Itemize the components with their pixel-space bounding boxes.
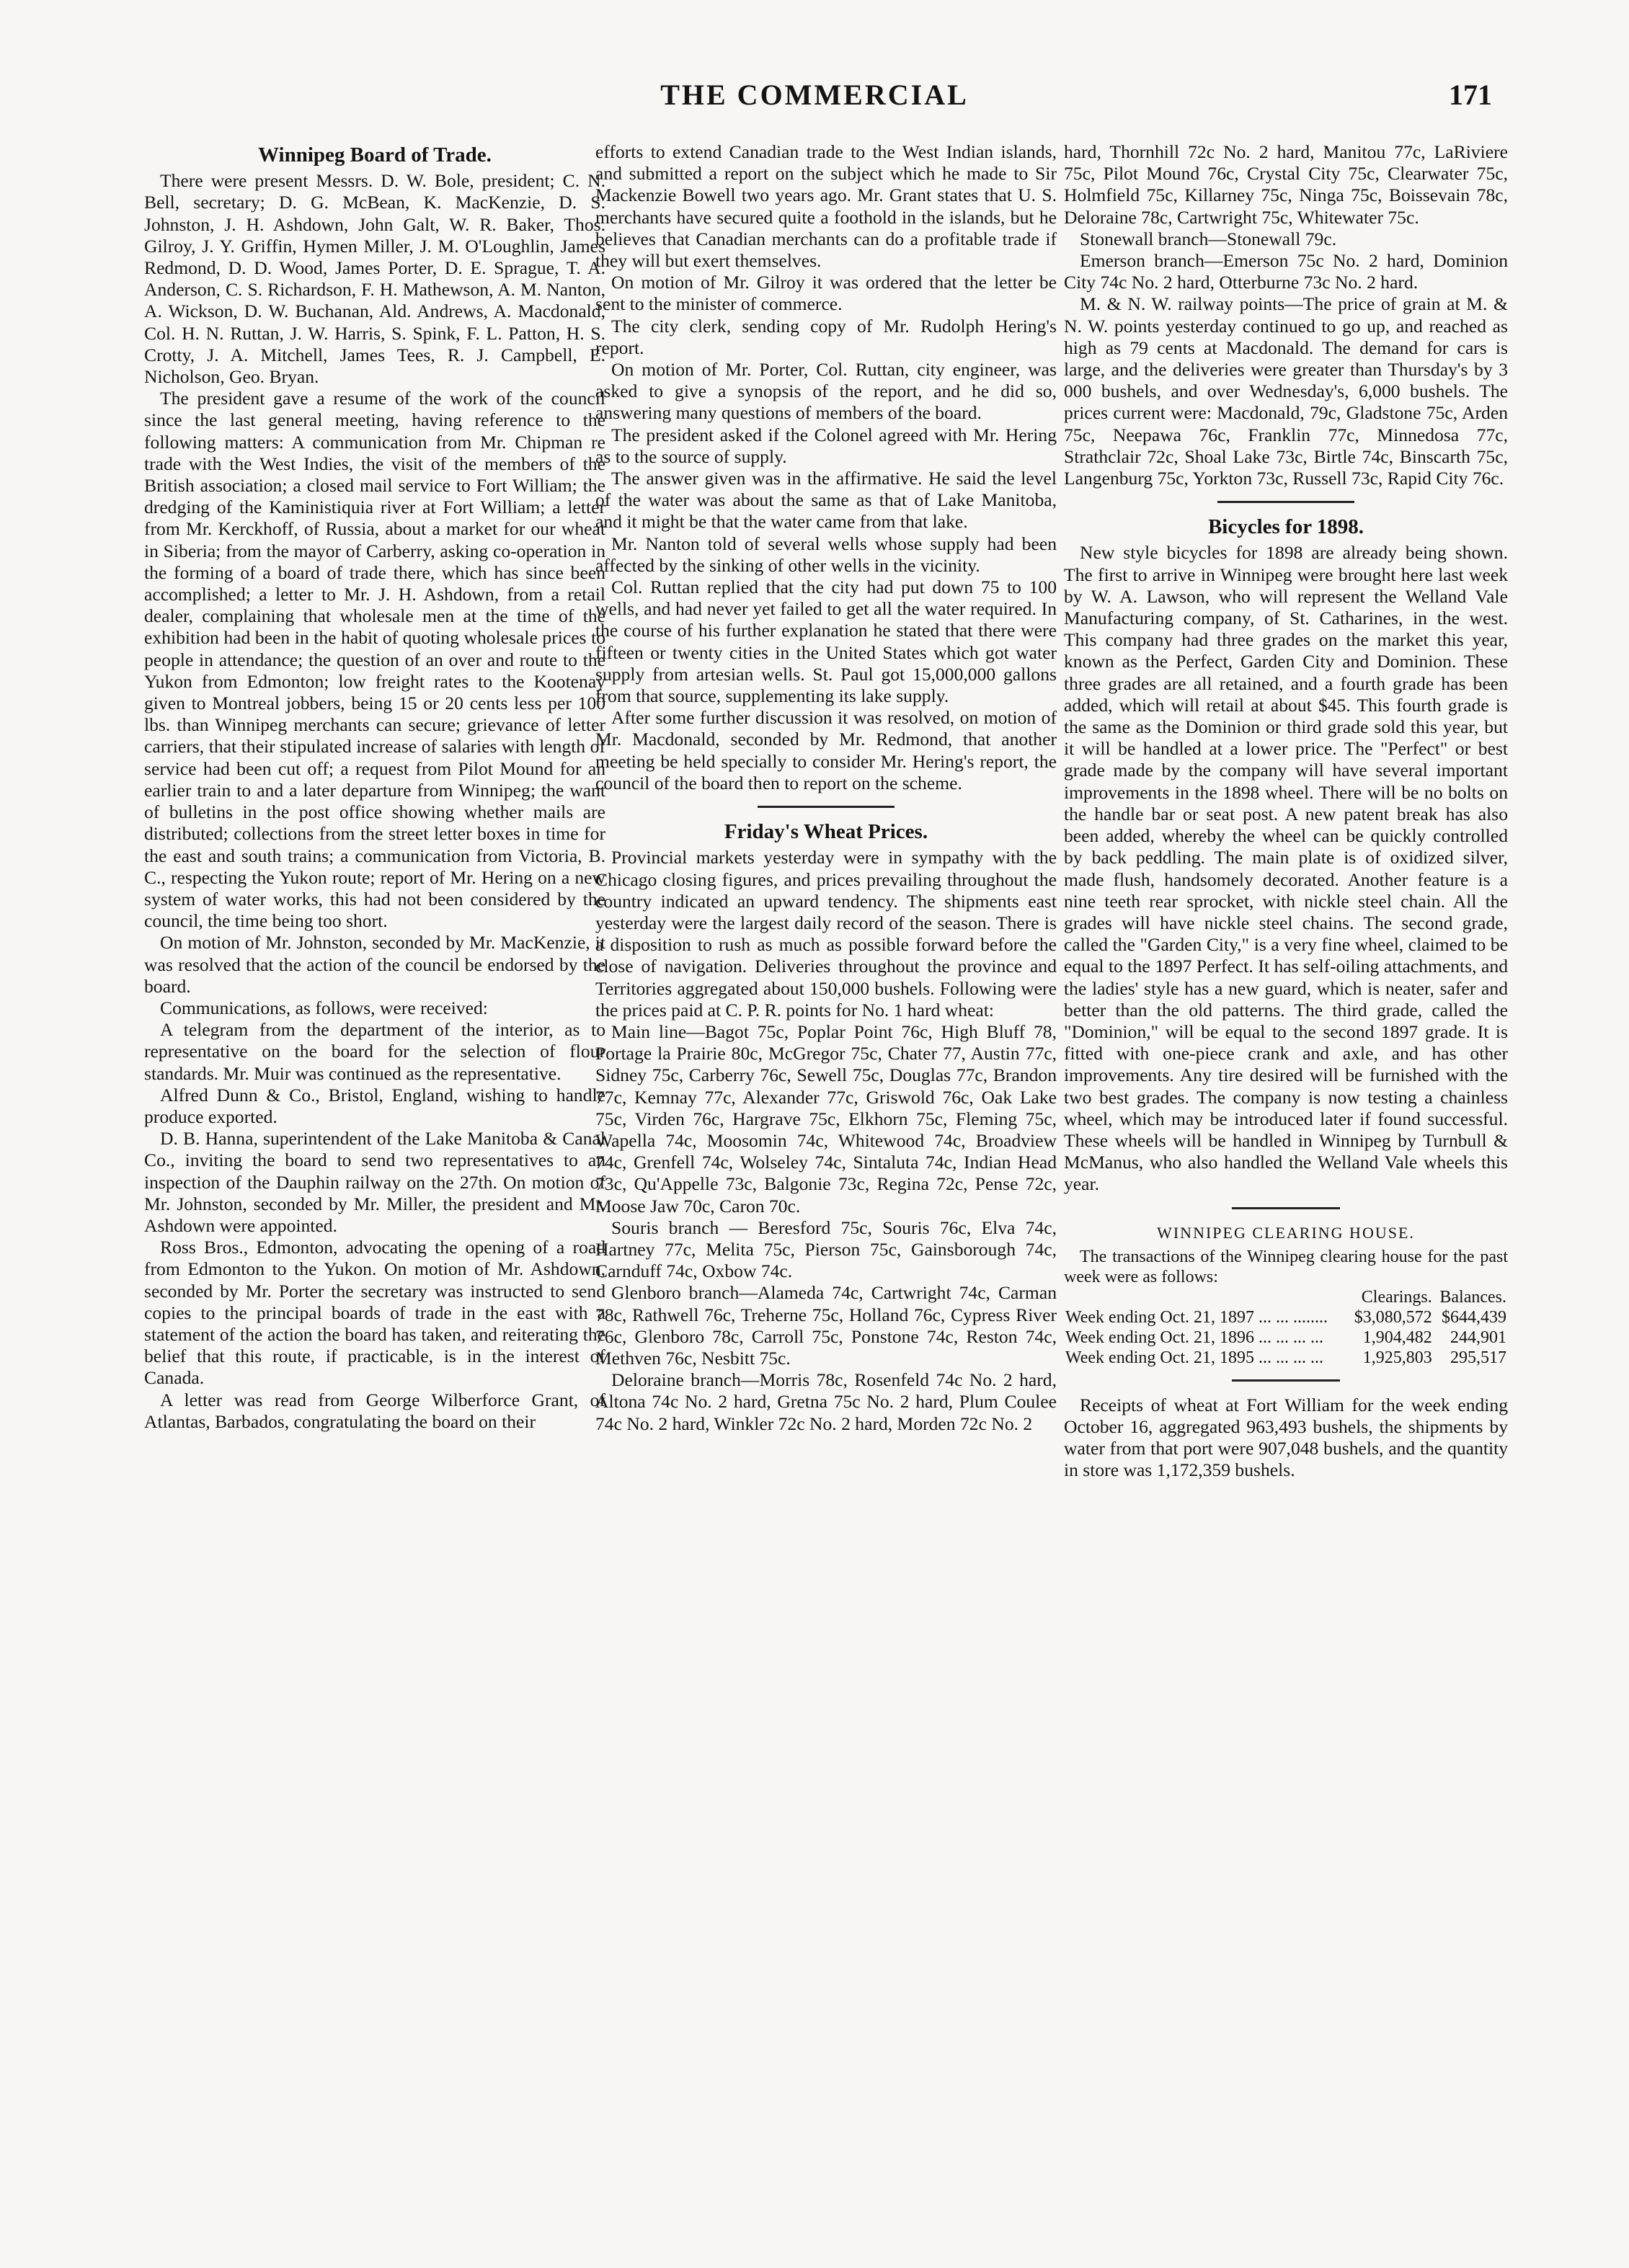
paragraph-fort-william-receipts: Receipts of wheat at Fort William for the week ending October 16, aggregated 963,493 bushels, the shipments by water from that port were 907,048 bushels, and the quantity in store was 1,172,359 bushels. <box>1064 1394 1508 1481</box>
paragraph: A telegram from the department of the interior, as to representative on the board for the selection of flour standards. Mr. Muir was continued as the representative. <box>144 1019 605 1084</box>
paragraph: On motion of Mr. Johnston, seconded by Mr. MacKenzie, it was resolved that the action of the council be endorsed by the board. <box>144 932 605 997</box>
clearing-house-intro: The transactions of the Winnipeg clearing house for the past week were as follows: <box>1064 1247 1508 1286</box>
paragraph: Emerson branch—Emerson 75c No. 2 hard, Dominion City 74c No. 2 hard, Otterburne 73c No. 2 hard. <box>1064 250 1508 293</box>
paragraph: The president gave a resume of the work of the council since the last general meeting, having reference to the following matters: A communication from Mr. Chipman re trade with the West Indies, the visit of the members of the British association; a closed mail service to Fort William; the dredging of the Kaministiquia river at Fort William; a letter from Mr. Kerckhoff, of Russia, about a market for our wheat in Siberia; from the mayor of Carberry, asking co-operation in the forming of a board of trade there, which has since been accomplished; a letter to Mr. J. H. Ashdown, from a retail dealer, complaining that wholesale men at the time of the exhibition had been in the habit of quoting wholesale prices to people in attendance; the question of an over and route to the Yukon from Edmonton; low freight rates to the Kootenay given to Montreal jobbers, being 15 or 20 cents less per 100 lbs. than Winnipeg merchants can secure; grievance of letter carriers, that their stipulated increase of salaries with length of service had been cut off; a request from Pilot Mound for an earlier train to and a later departure from Winnipeg; the want of bulletins in the post office showing whether mails are distributed; collections from the street letter boxes in time for the east and south trains; a communication from Victoria, B. C., respecting the Yukon route; report of Mr. Hering on a new system of water works, this had not been considered by the council, the time being too short. <box>144 388 605 932</box>
row-label: Week ending Oct. 21, 1897 ... ... ........ <box>1065 1307 1328 1327</box>
paragraph: The president asked if the Colonel agreed with Mr. Hering as to the source of supply. <box>595 424 1057 467</box>
paragraph: Glenboro branch—Alameda 74c, Cartwright 74c, Carman 78c, Rathwell 76c, Treherne 75c, Holland 76c, Cypress River 76c, Glenboro 78c, Carroll 75c, Ponstone 74c, Reston 74c, Methven 76c, Nesbitt 75c. <box>595 1282 1057 1369</box>
section-divider <box>1217 501 1354 503</box>
table-header-balances: Balances. <box>1439 1287 1506 1307</box>
masthead <box>0 78 1629 121</box>
paragraph: Alfred Dunn & Co., Bristol, England, wishing to handle produce exported. <box>144 1084 605 1127</box>
paragraph: hard, Thornhill 72c No. 2 hard, Manitou 77c, LaRiviere 75c, Pilot Mound 76c, Crystal City 75c, Clearwater 75c, Holmfield 75c, Killarney 75c, Ninga 75c, Boissevain 78c, Deloraine 78c, Cartwright 75c, Whitewater 75c. <box>1064 141 1508 228</box>
paragraph: Deloraine branch—Morris 78c, Rosenfeld 74c No. 2 hard, Altona 74c No. 2 hard, Gretna 75c No. 2 hard, Plum Coulee 74c No. 2 hard, Winkler 72c No. 2 hard, Morden 72c No. 2 <box>595 1369 1057 1434</box>
row-clearings: 1,925,803 <box>1362 1348 1432 1367</box>
paragraph: Communications, as follows, were received: <box>160 997 488 1018</box>
paragraph: On motion of Mr. Porter, Col. Ruttan, city engineer, was asked to give a synopsis of the report, and he did so, answering many questions of members of the board. <box>595 359 1057 424</box>
table-header-clearings: Clearings. <box>1361 1287 1432 1307</box>
paragraph: The city clerk, sending copy of Mr. Rudolph Hering's report. <box>595 315 1057 358</box>
paragraph: Ross Bros., Edmonton, advocating the opening of a road from Edmonton to the Yukon. On motion of Mr. Ashdown, seconded by Mr. Porter the secretary was instructed to send copies to the principal boards of trade in the east with a statement of the action the board has taken, and reiterating the belief that this route, if practicable, is in the interest of Canada. <box>144 1237 605 1389</box>
masthead-title: THE COMMERCIAL <box>660 79 969 111</box>
paragraph: D. B. Hanna, superintendent of the Lake Manitoba & Canal Co., inviting the board to send two representatives to an inspection of the Dauphin railway on the 27th. On motion of Mr. Johnston, seconded by Mr. Miller, the president and Mr. Ashdown were appointed. <box>144 1128 605 1236</box>
paragraph: efforts to extend Canadian trade to the West Indian islands, and submitted a report on the subject which he made to Sir Mackenzie Bowell two years ago. Mr. Grant states that U. S. merchants have secured quite a foothold in the islands, but he believes that Canadian merchants can do a profitable trade if they will but exert themselves. <box>595 141 1057 272</box>
paragraph: After some further discussion it was resolved, on motion of Mr. Macdonald, seconded by Mr. Redmond, that another meeting be held specially to consider Mr. Hering's report, the council of the board then to report on the scheme. <box>595 707 1057 793</box>
paragraph: A letter was read from George Wilberforce Grant, of Atlantas, Barbados, congratulating the board on their <box>144 1389 605 1432</box>
column-3 <box>1064 141 1508 1482</box>
section-divider <box>758 806 895 808</box>
column-1 <box>144 141 605 1433</box>
table-header-blank <box>1064 1287 1347 1307</box>
row-balances: 244,901 <box>1450 1328 1506 1347</box>
article-heading-bicycles: Bicycles for 1898. <box>1207 515 1364 539</box>
row-label: Week ending Oct. 21, 1895 ... ... ... ... <box>1065 1348 1324 1367</box>
row-balances: $644,439 <box>1442 1307 1506 1327</box>
paragraph: Souris branch — Beresford 75c, Souris 76c, Elva 74c, Hartney 77c, Melita 75c, Pierson 75c, Gainsborough 74c, Carnduff 74c, Oxbow 74c. <box>595 1217 1057 1282</box>
section-divider <box>1232 1207 1340 1209</box>
page-number: 171 <box>1449 79 1492 111</box>
paragraph: New style bicycles for 1898 are already being shown. The first to arrive in Winnipeg were brought here last week by W. A. Lawson, who will represent the Welland Vale Manufacturing company, of St. Catharines, in the west. This company had three grades on the market this year, known as the Perfect, Garden City and Dominion. These three grades are all retained, and a fourth grade has been added, which will retail at about $45. This fourth grade is the same as the Dominion or third grade sold this year, but it will be handled at a lower price. The "Perfect" or best grade made by the company will have several important improvements in the 1898 wheel. There will be no bolts on the handle bar or seat post. A new patent break has also been added, whereby the wheel can be quickly controlled by back peddling. The main plate is of oxidized silver, made flush, handsomely decorated. Another feature is a nine teeth rear sprocket, with nickle steel chain. All the grades will have nickle steel chains. The second grade, called the "Garden City," is a very fine wheel, claimed to be equal to the 1897 Perfect. It has self-oiling attachments, and the ladies' style has a new guard, which is neater, safer and better than the old patterns. The third grade, called the "Dominion," will be equal to the second 1897 grade. It is fitted with one-piece crank and axle, and has other improvements. Any tire desired will be furnished with the two best grades. The company is now testing a chainless wheel, which may be introduced later if found successful. These wheels will be handled in Winnipeg by Turnbull & McManus, who also handled the Welland Vale wheels this year. <box>1064 542 1508 1195</box>
paragraph: On motion of Mr. Gilroy it was ordered that the letter be sent to the minister of commerce. <box>595 272 1057 315</box>
paragraph: Stonewall branch—Stonewall 79c. <box>1080 228 1337 249</box>
table-row <box>1064 1328 1508 1348</box>
table-row <box>1064 1307 1508 1328</box>
article-heading-board-of-trade: Winnipeg Board of Trade. <box>258 143 492 166</box>
paragraph: The answer given was in the affirmative. He said the level of the water was about the same as that of Lake Manitoba, and it might be that the water came from that lake. <box>595 468 1057 533</box>
paragraph: M. & N. W. railway points—The price of grain at M. & N. W. points yesterday continued to go up, and reached as high as 79 cents at Macdonald. The demand for cars is large, and the deliveries were greater than Thursday's by 3 000 bushels, and over Wednesday's, 6,000 bushels. The prices current were: Macdonald, 79c, Gladstone 75c, Arden 75c, Neepawa 76c, Franklin 77c, Minnedosa 77c, Strathclair 72c, Shoal Lake 73c, Birtle 74c, Binscarth 75c, Langenburg 75c, Yorkton 73c, Russell 73c, Rapid City 76c. <box>1064 293 1508 489</box>
row-balances: 295,517 <box>1450 1348 1506 1367</box>
row-clearings: $3,080,572 <box>1354 1307 1432 1327</box>
section-divider <box>1232 1379 1340 1382</box>
row-label: Week ending Oct. 21, 1896 ... ... ... ... <box>1065 1328 1324 1347</box>
clearing-house-table <box>1064 1287 1508 1368</box>
table-row <box>1064 1348 1508 1368</box>
paragraph: Col. Ruttan replied that the city had put down 75 to 100 wells, and had never yet failed to get all the water required. In the course of his further explanation he stated that there were fifteen or twenty cities in the United States which got water supply from artesian wells. St. Paul got 15,000,000 gallons from that source, supplementing its lake supply. <box>595 577 1057 707</box>
paragraph: There were present Messrs. D. W. Bole, president; C. N. Bell, secretary; D. G. McBean, K. MacKenzie, D. S. Johnston, J. H. Ashdown, John Galt, W. R. Baker, Thos. Gilroy, J. Y. Griffin, Hymen Miller, J. M. O'Loughlin, James Redmond, D. D. Wood, James Porter, D. E. Sprague, T. A. Anderson, C. S. Richardson, F. H. Mathewson, A. M. Nanton, A. Wickson, D. W. Buchanan, Ald. Andrews, A. Macdonald, Col. H. N. Ruttan, J. W. Harris, S. Spink, F. L. Patton, H. S. Crotty, J. A. Mitchell, James Tees, R. J. Campbell, E. Nicholson, Geo. Bryan. <box>144 170 605 388</box>
column-2 <box>595 141 1057 1435</box>
clearing-house-title: WINNIPEG CLEARING HOUSE. <box>1157 1223 1415 1242</box>
table-header-row <box>1064 1287 1508 1307</box>
paragraph: Mr. Nanton told of several wells whose supply had been affected by the sinking of other wells in the vicinity. <box>595 533 1057 576</box>
paragraph: Provincial markets yesterday were in sympathy with the Chicago closing figures, and prices prevailing throughout the country indicated an upward tendency. The shipments east yesterday were the largest daily record of the season. There is a disposition to rush as much as possible forward before the close of navigation. Deliveries throughout the province and Territories aggregated about 150,000 bushels. Following were the prices paid at C. P. R. points for No. 1 hard wheat: <box>595 847 1057 1020</box>
row-clearings: 1,904,482 <box>1362 1328 1432 1347</box>
article-heading-wheat-prices: Friday's Wheat Prices. <box>724 820 928 844</box>
paragraph: Main line—Bagot 75c, Poplar Point 76c, High Bluff 78, Portage la Prairie 80c, McGregor 75c, Chater 77, Austin 77c, Sidney 75c, Carberry 76c, Sewell 75c, Douglas 77c, Brandon 77c, Kemnay 77c, Alexander 77c, Griswold 76c, Oak Lake 75c, Virden 76c, Hargrave 75c, Elkhorn 75c, Fleming 75c, Wapella 74c, Moosomin 74c, Whitewood 74c, Broadview 74c, Grenfell 74c, Wolseley 74c, Sintaluta 74c, Indian Head 73c, Qu'Appelle 73c, Balgonie 73c, Regina 72c, Pense 72c, Moose Jaw 70c, Caron 70c. <box>595 1020 1057 1217</box>
